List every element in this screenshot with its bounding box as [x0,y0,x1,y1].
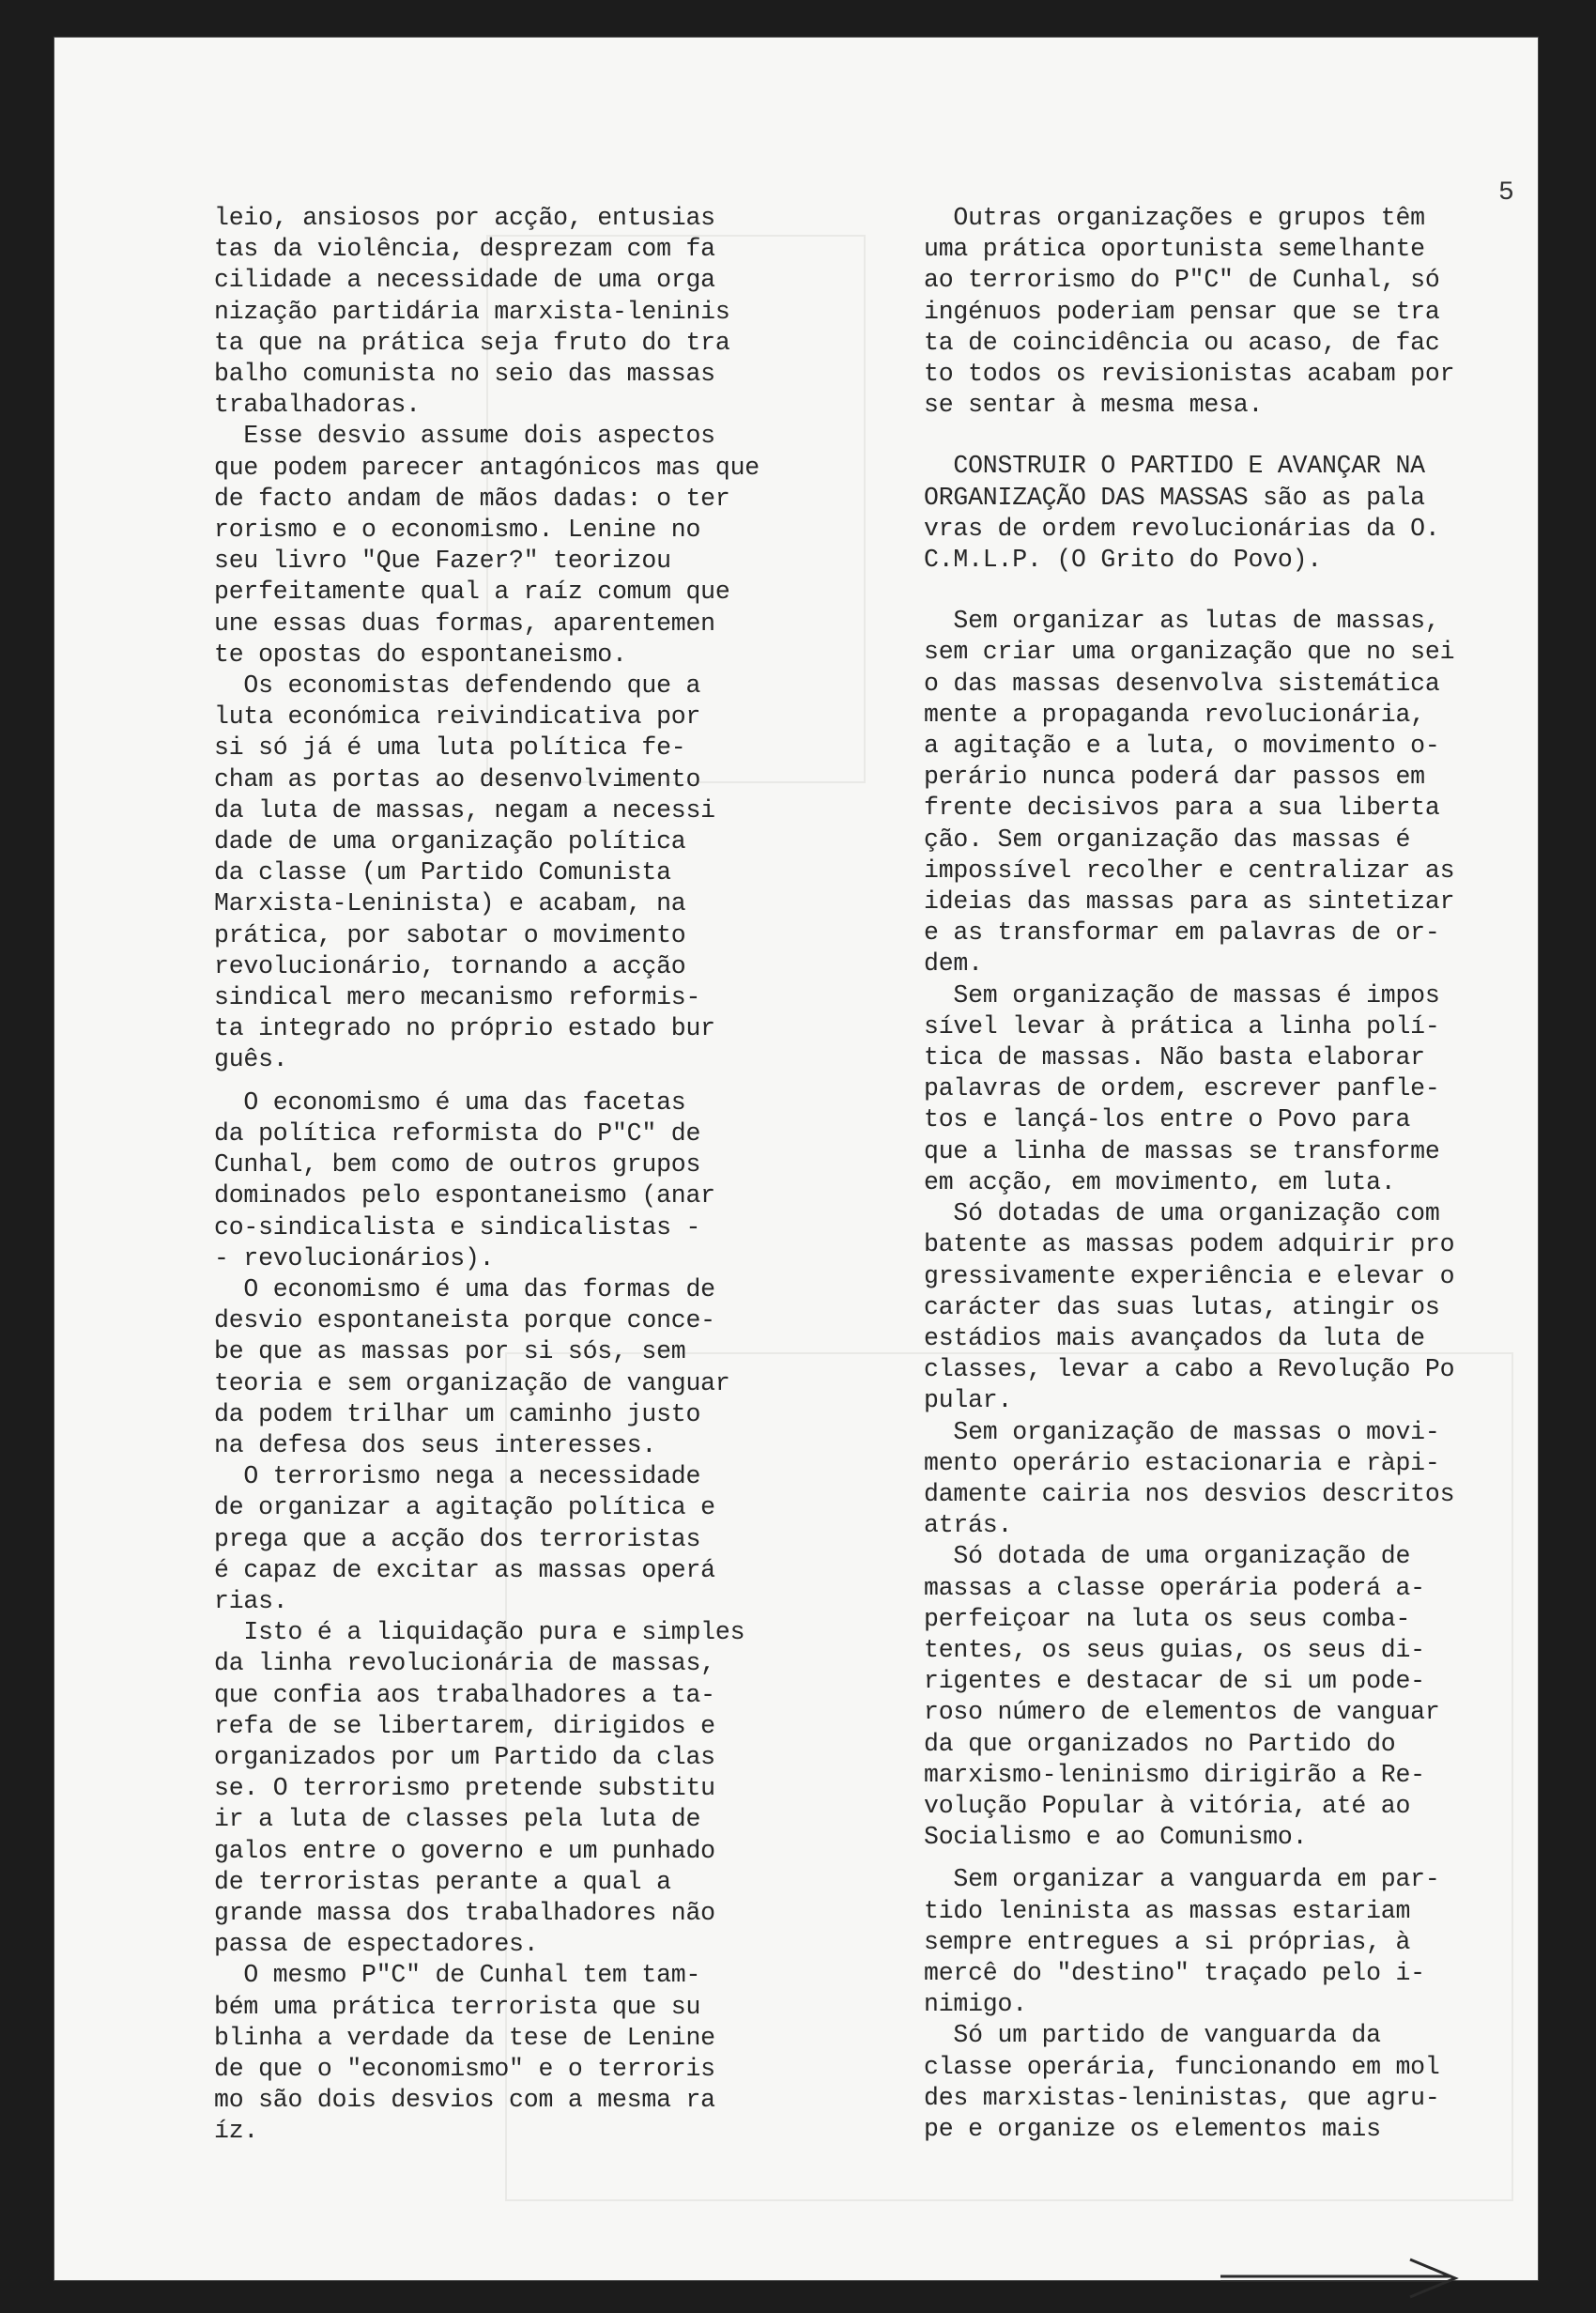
paragraph-gap [924,576,1543,606]
text-line: ORGANIZAÇÃO DAS MASSAS são as pala [924,483,1425,512]
text-line: Os economistas defendendo que a [214,671,701,701]
text-line: Outras organizações e grupos têm [924,204,1425,232]
text-line: C.M.L.P. (O Grito do Povo). [924,546,1322,575]
text-line: O terrorismo nega a necessidade [214,1462,701,1491]
text-line: da linha revolucionária de massas, [214,1649,715,1678]
text-line: balho comunista no seio das massas [214,360,715,389]
text-line: mente a propaganda revolucionária, [924,700,1425,729]
text-line: Isto é a liquidação pura e simples [214,1618,745,1647]
text-line: ta integrado no próprio estado bur [214,1014,715,1043]
text-line: Marxista-Leninista) e acabam, na [214,889,686,918]
text-line: em acção, em movimento, em luta. [924,1167,1396,1196]
text-line: passa de espectadores. [214,1930,539,1959]
text-line: marxismo-leninismo dirigirão a Re- [924,1760,1425,1789]
text-line: Só um partido de vanguarda da [924,2021,1381,2050]
text-line: Sem organização de massas o movi- [924,1417,1440,1446]
text-line: da política reformista do P"C" de [214,1118,701,1148]
text-line: dominados pelo espontaneismo (anar [214,1181,715,1210]
text-line: pular. [924,1386,1013,1415]
text-line: ao terrorismo do P"C" de Cunhal, só [924,266,1440,295]
text-line: se sentar à mesma mesa. [924,391,1264,420]
text-line: tentes, os seus guias, os seus di- [924,1635,1425,1664]
text-line: Só dotadas de uma organização com [924,1199,1440,1228]
text-line: nização partidária marxista-leninis [214,297,730,326]
arrow-right-icon [1217,2254,1461,2301]
text-line: Sem organizar a vanguarda em par- [924,1865,1440,1894]
text-line: Esse desvio assume dois aspectos [214,422,715,451]
right-column [924,203,1543,2145]
text-line: Sem organizar as lutas de massas, [924,607,1440,636]
text-line: guês. [214,1045,288,1074]
text-line: organizados por um Partido da clas [214,1742,715,1771]
text-line: batente as massas podem adquirir pro [924,1230,1455,1259]
text-line: Sem organização de massas é impos [924,980,1440,1010]
text-line: se. O terrorismo pretende substitu [214,1774,715,1803]
text-line: classe operária, funcionando em mol [924,2052,1440,2081]
text-line: ideias das massas para as sintetizar [924,887,1455,917]
text-line: cilidade a necessidade de uma orga [214,266,715,295]
text-line: une essas duas formas, aparentemen [214,609,715,638]
text-line: da que organizados no Partido do [924,1729,1396,1758]
text-line: be que as massas por si sós, sem [214,1337,686,1366]
text-line: mento operário estacionaria e ràpi- [924,1448,1440,1477]
text-line: ir a luta de classes pela luta de [214,1805,701,1834]
page-number: 5 [1498,178,1514,208]
text-line: grande massa dos trabalhadores não [214,1898,715,1927]
text-line: trabalhadoras. [214,391,421,420]
section-heading-line: CONSTRUIR O PARTIDO E AVANÇAR NA [924,452,1425,481]
text-line: Socialismo e ao Comunismo. [924,1823,1308,1852]
text-line: de terroristas perante a qual a [214,1867,671,1896]
text-line: revolucionário, tornando a acção [214,951,686,980]
text-line: seu livro "Que Fazer?" teorizou [214,547,671,576]
text-line: de que o "economismo" e o terroris [214,2054,715,2083]
text-line: tido leninista as massas estariam [924,1896,1411,1925]
text-line: vras de ordem revolucionárias da O. [924,514,1440,543]
text-line: des marxistas-leninistas, que agru- [924,2083,1440,2112]
paragraph-gap [214,1076,862,1087]
text-line: ta que na prática seja fruto do tra [214,328,730,357]
text-line: de facto andam de mãos dadas: o ter [214,484,730,513]
text-line: que podem parecer antagónicos mas que [214,453,760,482]
text-line: bém uma prática terrorista que su [214,1992,701,2021]
text-line: sível levar à prática a linha polí- [924,1011,1440,1041]
text-line: a agitação e a luta, o movimento o- [924,732,1440,761]
text-line: estádios mais avançados da luta de [924,1323,1425,1352]
text-line: luta económica reivindicativa por [214,702,701,732]
text-line: massas a classe operária poderá a- [924,1573,1425,1602]
text-line: rigentes e destacar de si um pode- [924,1667,1425,1696]
text-line: impossível recolher e centralizar as [924,856,1455,885]
text-line: O mesmo P"C" de Cunhal tem tam- [214,1961,701,1990]
text-line: tica de massas. Não basta elaborar [924,1043,1425,1072]
text-line: é capaz de excitar as massas operá [214,1555,715,1584]
text-line: cham as portas ao desenvolvimento [214,764,701,794]
document-page [54,38,1538,2280]
text-line: O economismo é uma das facetas [214,1087,686,1117]
text-line: mo são dois desvios com a mesma ra [214,2086,715,2115]
paragraph-gap [924,1853,1543,1864]
text-line: Só dotada de uma organização de [924,1542,1411,1571]
text-line: prega que a acção dos terroristas [214,1524,701,1553]
text-line: sindical mero mecanismo reformis- [214,983,701,1012]
text-line: o das massas desenvolva sistemática [924,669,1440,698]
text-line: dem. [924,949,983,979]
text-line: O economismo é uma das formas de [214,1274,715,1303]
text-line: frente decisivos para a sua liberta [924,794,1440,823]
text-line: na defesa dos seus interesses. [214,1430,657,1459]
text-line: rias. [214,1586,288,1615]
text-line: ta de coincidência ou acaso, de fac [924,328,1440,357]
text-line: palavras de ordem, escrever panfle- [924,1074,1440,1103]
paragraph-gap [924,421,1543,451]
text-line: da classe (um Partido Comunista [214,858,671,887]
text-line: te opostas do espontaneismo. [214,640,627,669]
text-line: rorismo e o economismo. Lenine no [214,516,701,545]
text-line: dade de uma organização política [214,827,686,856]
text-line: mercê do "destino" traçado pelo i- [924,1958,1425,1987]
text-line: si só já é uma luta política fe- [214,733,686,763]
text-line: ção. Sem organização das massas é [924,825,1411,854]
text-line: sem criar uma organização que no sei [924,638,1455,667]
text-line: de organizar a agitação política e [214,1493,715,1522]
text-line: teoria e sem organização de vanguar [214,1368,730,1397]
text-line: e as transformar em palavras de or- [924,918,1440,948]
text-line: uma prática oportunista semelhante [924,235,1425,264]
text-line: íz. [214,2117,259,2146]
text-line: perfeitamente qual a raíz comum que [214,578,730,607]
text-line: que a linha de massas se transforme [924,1136,1440,1165]
text-line: perfeiçoar na luta os seus comba- [924,1604,1411,1633]
text-line: atrás. [924,1511,1013,1540]
text-line: carácter das suas lutas, atingir os [924,1292,1440,1321]
text-line: tos e lançá-los entre o Povo para [924,1105,1411,1134]
left-column [214,203,862,2148]
text-line: ingénuos poderiam pensar que se tra [924,297,1440,326]
text-line: co-sindicalista e sindicalistas - [214,1212,701,1241]
text-line: galos entre o governo e um punhado [214,1836,715,1865]
text-line: prática, por sabotar o movimento [214,920,686,949]
text-line: pe e organize os elementos mais [924,2114,1381,2143]
text-line: Cunhal, bem como de outros grupos [214,1150,701,1180]
text-line: roso número de elementos de vanguar [924,1698,1440,1727]
text-line: blinha a verdade da tese de Lenine [214,2023,715,2052]
text-line: que confia aos trabalhadores a ta- [214,1680,715,1709]
text-line: nimigo. [924,1990,1027,2019]
text-line: desvio espontaneista porque conce- [214,1306,715,1335]
text-line: gressivamente experiência e elevar o [924,1261,1455,1290]
text-line: da podem trilhar um caminho justo [214,1399,701,1428]
text-line: sempre entregues a si próprias, à [924,1927,1411,1956]
text-line: refa de se libertarem, dirigidos e [214,1711,715,1740]
text-line: perário nunca poderá dar passos em [924,763,1425,792]
text-line: to todos os revisionistas acabam por [924,360,1455,389]
text-line: tas da violência, desprezam com fa [214,235,715,264]
text-line: volução Popular à vitória, até ao [924,1791,1411,1820]
text-line: classes, levar a cabo a Revolução Po [924,1355,1455,1384]
text-line: leio, ansiosos por acção, entusias [214,204,715,232]
text-line: - revolucionários). [214,1243,495,1272]
text-line: damente cairia nos desvios descritos [924,1479,1455,1508]
text-line: da luta de massas, negam a necessi [214,795,715,825]
